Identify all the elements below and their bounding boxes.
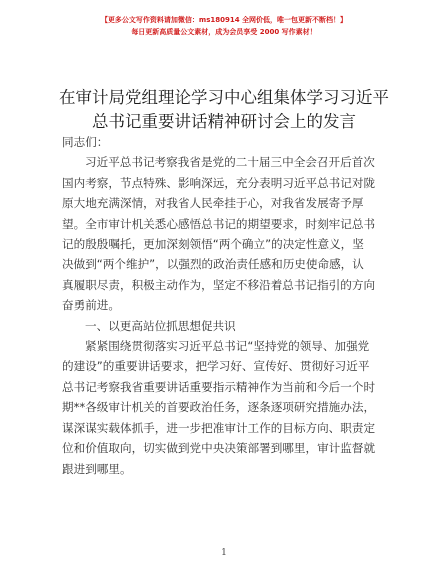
paragraph-line: 决做到“两个维护”，以强烈的政治责任感和历史使命感，认 [62, 257, 364, 272]
document-body [62, 132, 392, 479]
paragraph-line: 望。全市审计机关悉心感悟总书记的期望要求，时刻牢记总书 [62, 216, 376, 231]
paragraph-line: 谋深谋实载体抓手，进一步把准审计工作的目标方向、职责定 [62, 420, 376, 435]
paragraph-line: 期**各级审计机关的首要政治任务，逐条逐项研究措施办法， [62, 400, 376, 415]
paragraph-line: 紧紧围绕贯彻落实习近平总书记“坚持党的领导、加强党 [85, 339, 370, 354]
paragraph-line: 真履职尽责，积极主动作为，坚定不移沿着总书记指引的方向 [62, 277, 376, 292]
paragraph-line: 奋勇前进。 [62, 298, 120, 313]
paragraph-line: 原大地充满深情，对我省人民牵挂于心，对我省发展寄予厚 [62, 196, 364, 211]
paragraph-line: 总书记考察我省重要讲话重要指示精神作为当前和今后一个时 [62, 379, 376, 394]
document-title-line-2: 总书记重要讲话精神研讨会上的发言 [92, 112, 356, 131]
salutation: 同志们： [62, 135, 109, 149]
promo-banner-line-1: 【更多公文写作资料请加微信：ms180914 全网价低，唯一包更新不断档！】 [100, 16, 348, 24]
paragraph-line: 跟进到哪里。 [62, 461, 132, 476]
promo-banner [0, 14, 448, 38]
paragraph-line: 习近平总书记考察我省是党的二十届三中全会召开后首次 [85, 155, 375, 170]
page-number: 1 [221, 548, 227, 558]
document-title-line-1: 在审计局党组理论学习中心组集体学习习近平 [59, 88, 389, 107]
paragraph-line: 记的殷殷嘱托，更加深刻领悟“两个确立”的决定性意义，坚 [62, 237, 364, 252]
paragraph-line: 的建设”的重要讲话要求，把学习好、宣传好、贯彻好习近平 [62, 359, 370, 374]
promo-banner-line-2: 每日更新高质量公文素材，成为会员享受 2000 写作素材！ [131, 28, 317, 36]
paragraph-line: 国内考察，节点特殊、影响深远，充分表明习近平总书记对陇 [62, 175, 376, 190]
document-title [30, 86, 418, 134]
paragraph-line: 位和价值取向，切实做到党中央决策部署到哪里，审计监督就 [62, 441, 376, 456]
section-heading: 一、以更高站位抓思想促共识 [85, 318, 236, 333]
